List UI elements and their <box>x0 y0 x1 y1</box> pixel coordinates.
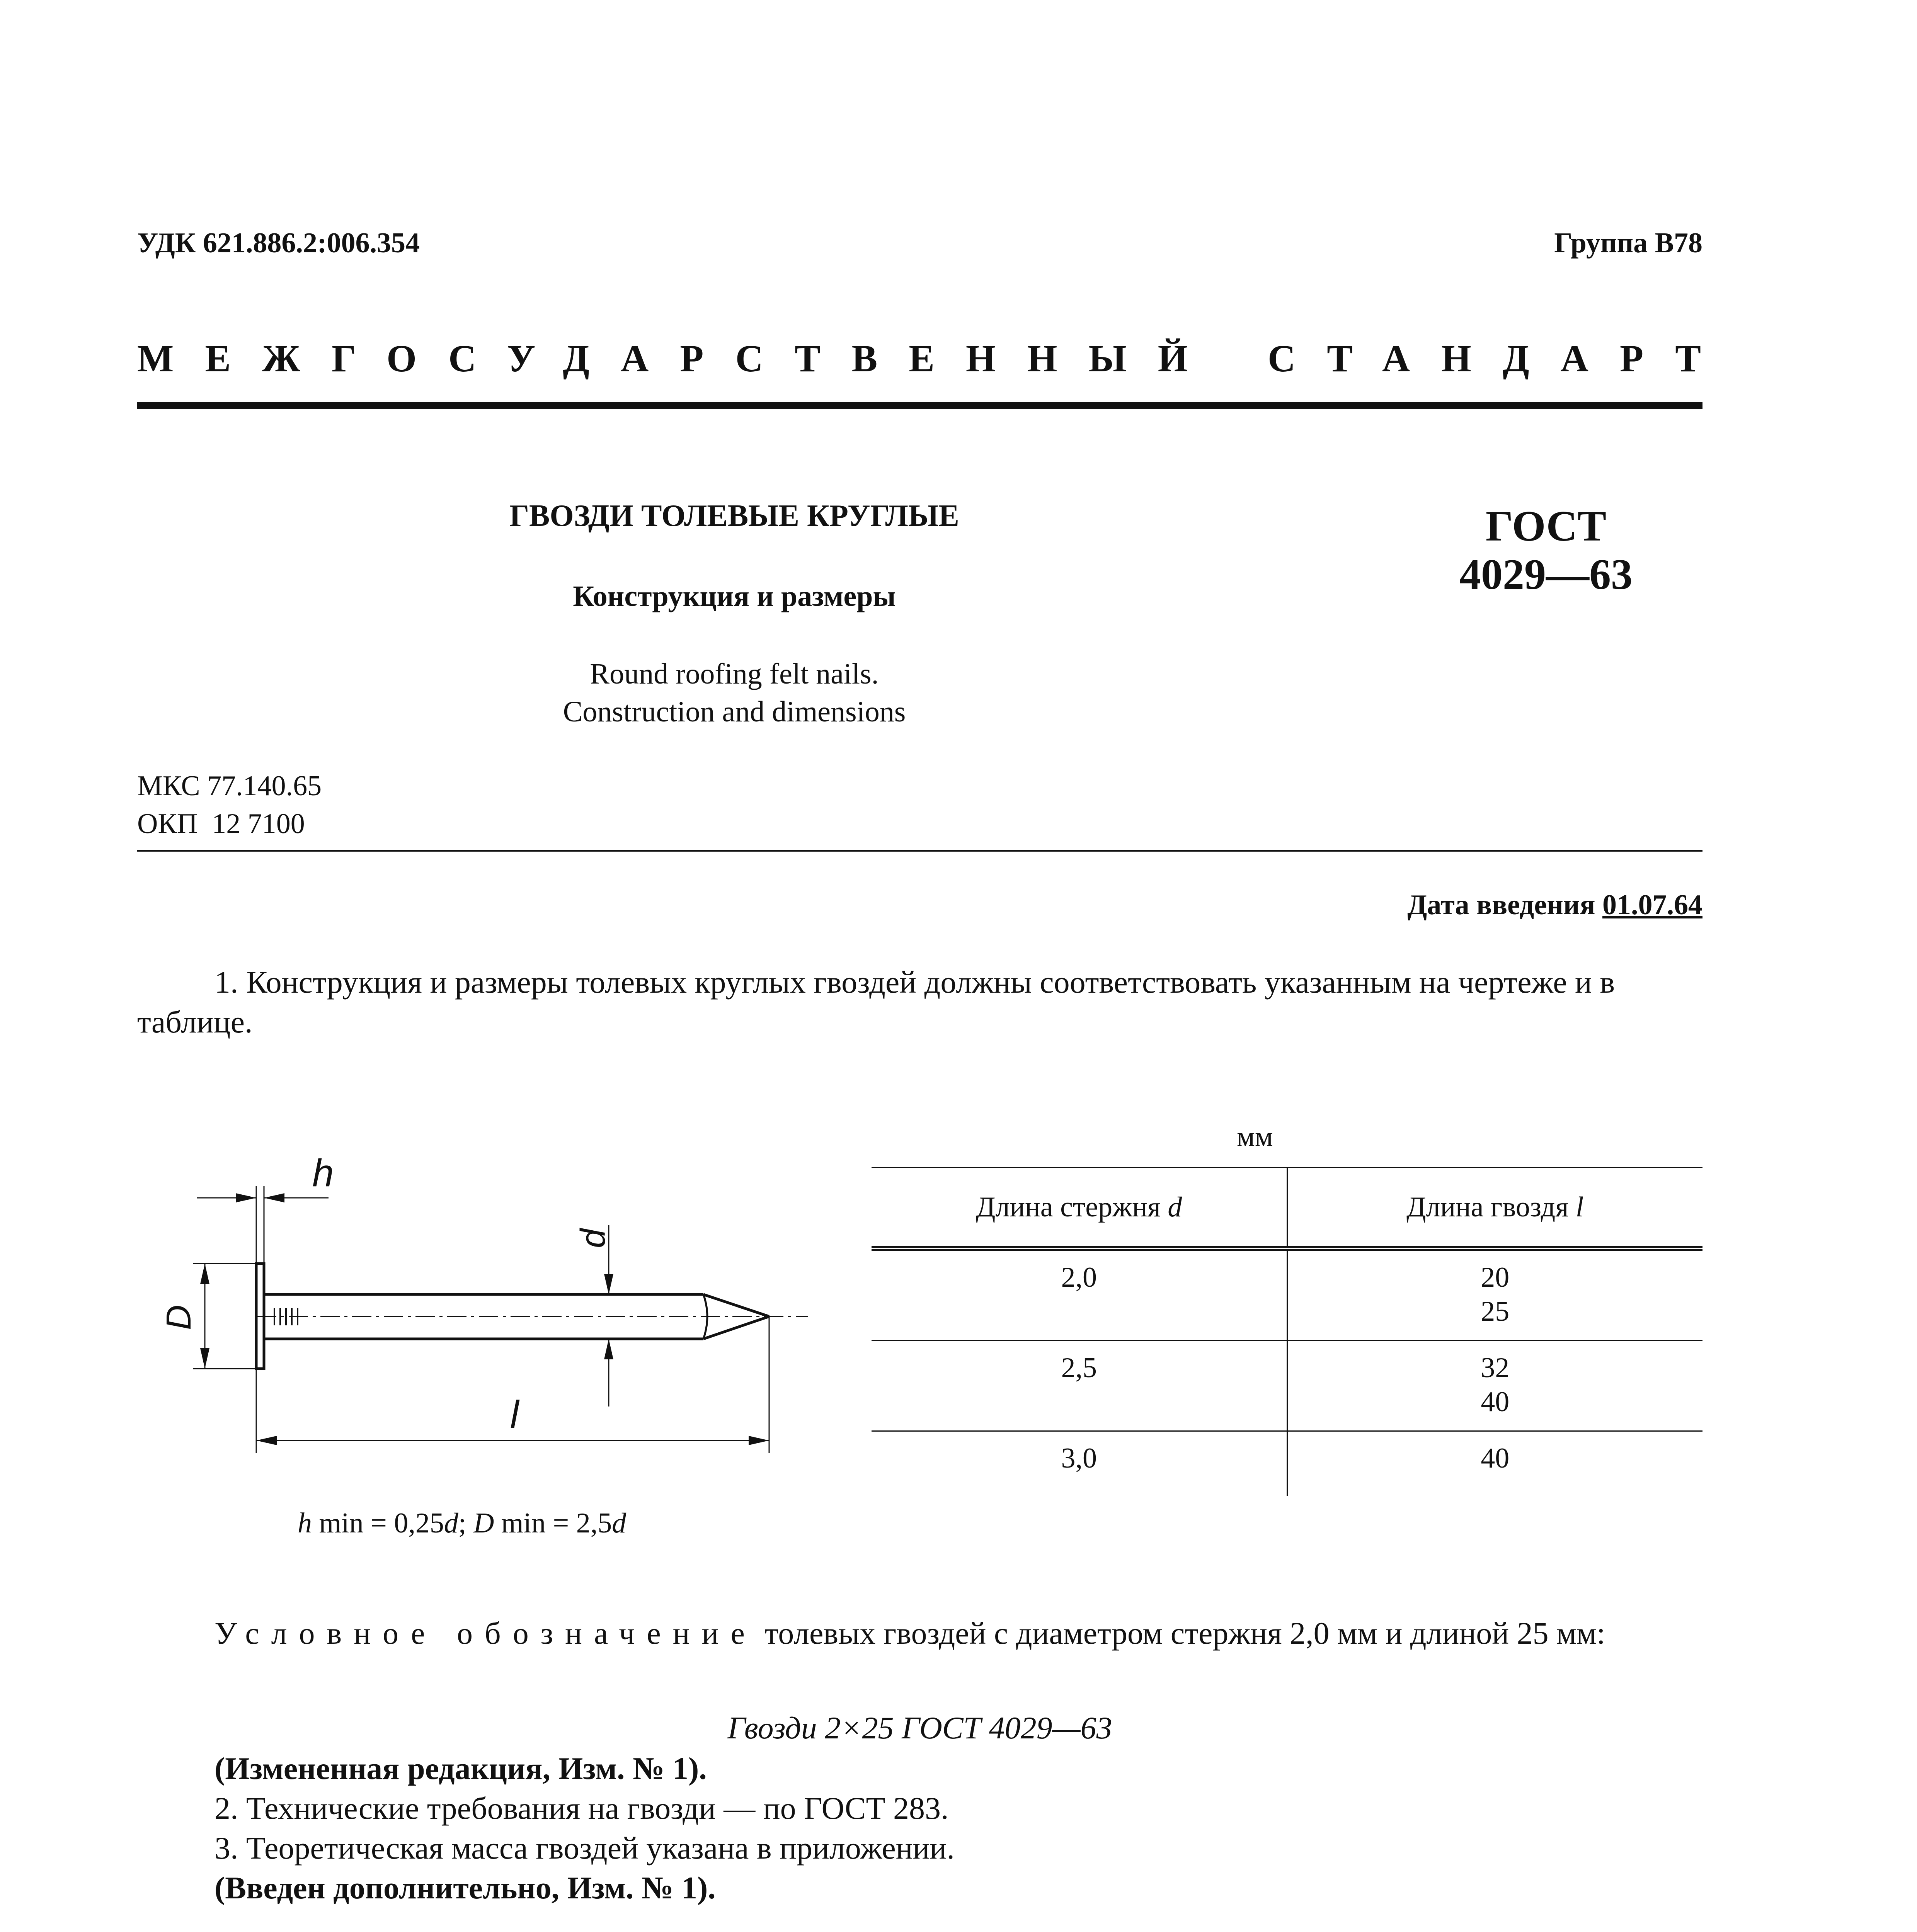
mks-code: МКС 77.140.65 <box>137 770 322 802</box>
section-1-content: 1. Конструкция и размеры толевых круглых гвоздей должны соответствовать указанным на чертеже и в таблице. <box>137 964 1615 1039</box>
document-subtitle: Конструкция и размеры <box>573 580 896 612</box>
cell-l: 32 40 <box>1287 1341 1702 1431</box>
dim-label-D: D <box>160 1305 198 1330</box>
cell-l: 40 <box>1481 1442 1510 1474</box>
section-2-text: 2. Технические требования на гвозди — по ГОСТ 283. <box>215 1791 949 1826</box>
nail-drawing <box>128 1128 823 1495</box>
cell-d: 2,5 <box>872 1341 1287 1431</box>
english-title <box>386 655 1082 731</box>
drawing-note: h min = 0,25d; D min = 2,5d <box>298 1507 627 1539</box>
amendment-note-2: (Введен дополнительно, Изм. № 1). <box>215 1870 716 1905</box>
amendment-note-1: (Измененная редакция, Изм. № 1). <box>215 1751 707 1786</box>
designation-paragraph <box>137 1613 1702 1653</box>
group-code: Группа В78 <box>1554 227 1702 259</box>
english-title-line-2: Construction and dimensions <box>563 696 906 728</box>
document-title: ГВОЗДИ ТОЛЕВЫЕ КРУГЛЫЕ <box>509 499 959 533</box>
classification-rule <box>137 850 1702 852</box>
classification-codes <box>137 767 322 843</box>
banner-word-standard: СТАНДАРТ <box>1268 337 1732 380</box>
designation-example: Гвозди 2×25 ГОСТ 4029—63 <box>727 1710 1112 1745</box>
gost-designation <box>1391 502 1701 599</box>
table-row <box>872 1431 1702 1496</box>
dimensions-table <box>872 1167 1702 1496</box>
table-row <box>872 1248 1702 1341</box>
cell-l: 20 25 <box>1287 1248 1702 1341</box>
udk-code: УДК 621.886.2:006.354 <box>137 227 420 259</box>
table-row <box>872 1341 1702 1431</box>
section-3-text: 3. Теоретическая масса гвоздей указана в приложении. <box>215 1830 955 1866</box>
designation-text: толевых гвоздей с диаметром стержня 2,0 мм и длиной 25 мм: <box>756 1616 1605 1651</box>
section-1-text <box>137 962 1702 1042</box>
english-title-line-1: Round roofing felt nails. <box>590 658 879 690</box>
col-rod-length-header: Длина стержня d <box>872 1168 1287 1249</box>
banner-word-interstate: МЕЖГОСУДАРСТВЕННЫЙ <box>137 337 1219 380</box>
banner-rule <box>137 402 1702 409</box>
okp-code: ОКП 12 7100 <box>137 808 305 840</box>
table-header-row <box>872 1168 1702 1249</box>
gost-label: ГОСТ <box>1485 502 1607 550</box>
dim-label-l: l <box>510 1393 519 1436</box>
introduction-date-label: Дата введения <box>1407 889 1595 921</box>
table-unit: мм <box>1237 1121 1273 1153</box>
gost-number: 4029—63 <box>1459 551 1633 599</box>
cell-d: 2,0 <box>872 1248 1287 1341</box>
designation-spaced-words: Условное обозначение <box>215 1616 757 1651</box>
dim-label-d: d <box>574 1228 613 1248</box>
introduction-date <box>1407 889 1702 922</box>
introduction-date-value: 01.07.64 <box>1602 889 1702 921</box>
cell-d: 3,0 <box>872 1431 1287 1496</box>
col-nail-length-header: Длина гвоздя l <box>1287 1168 1702 1249</box>
dim-label-h: h <box>312 1151 334 1195</box>
